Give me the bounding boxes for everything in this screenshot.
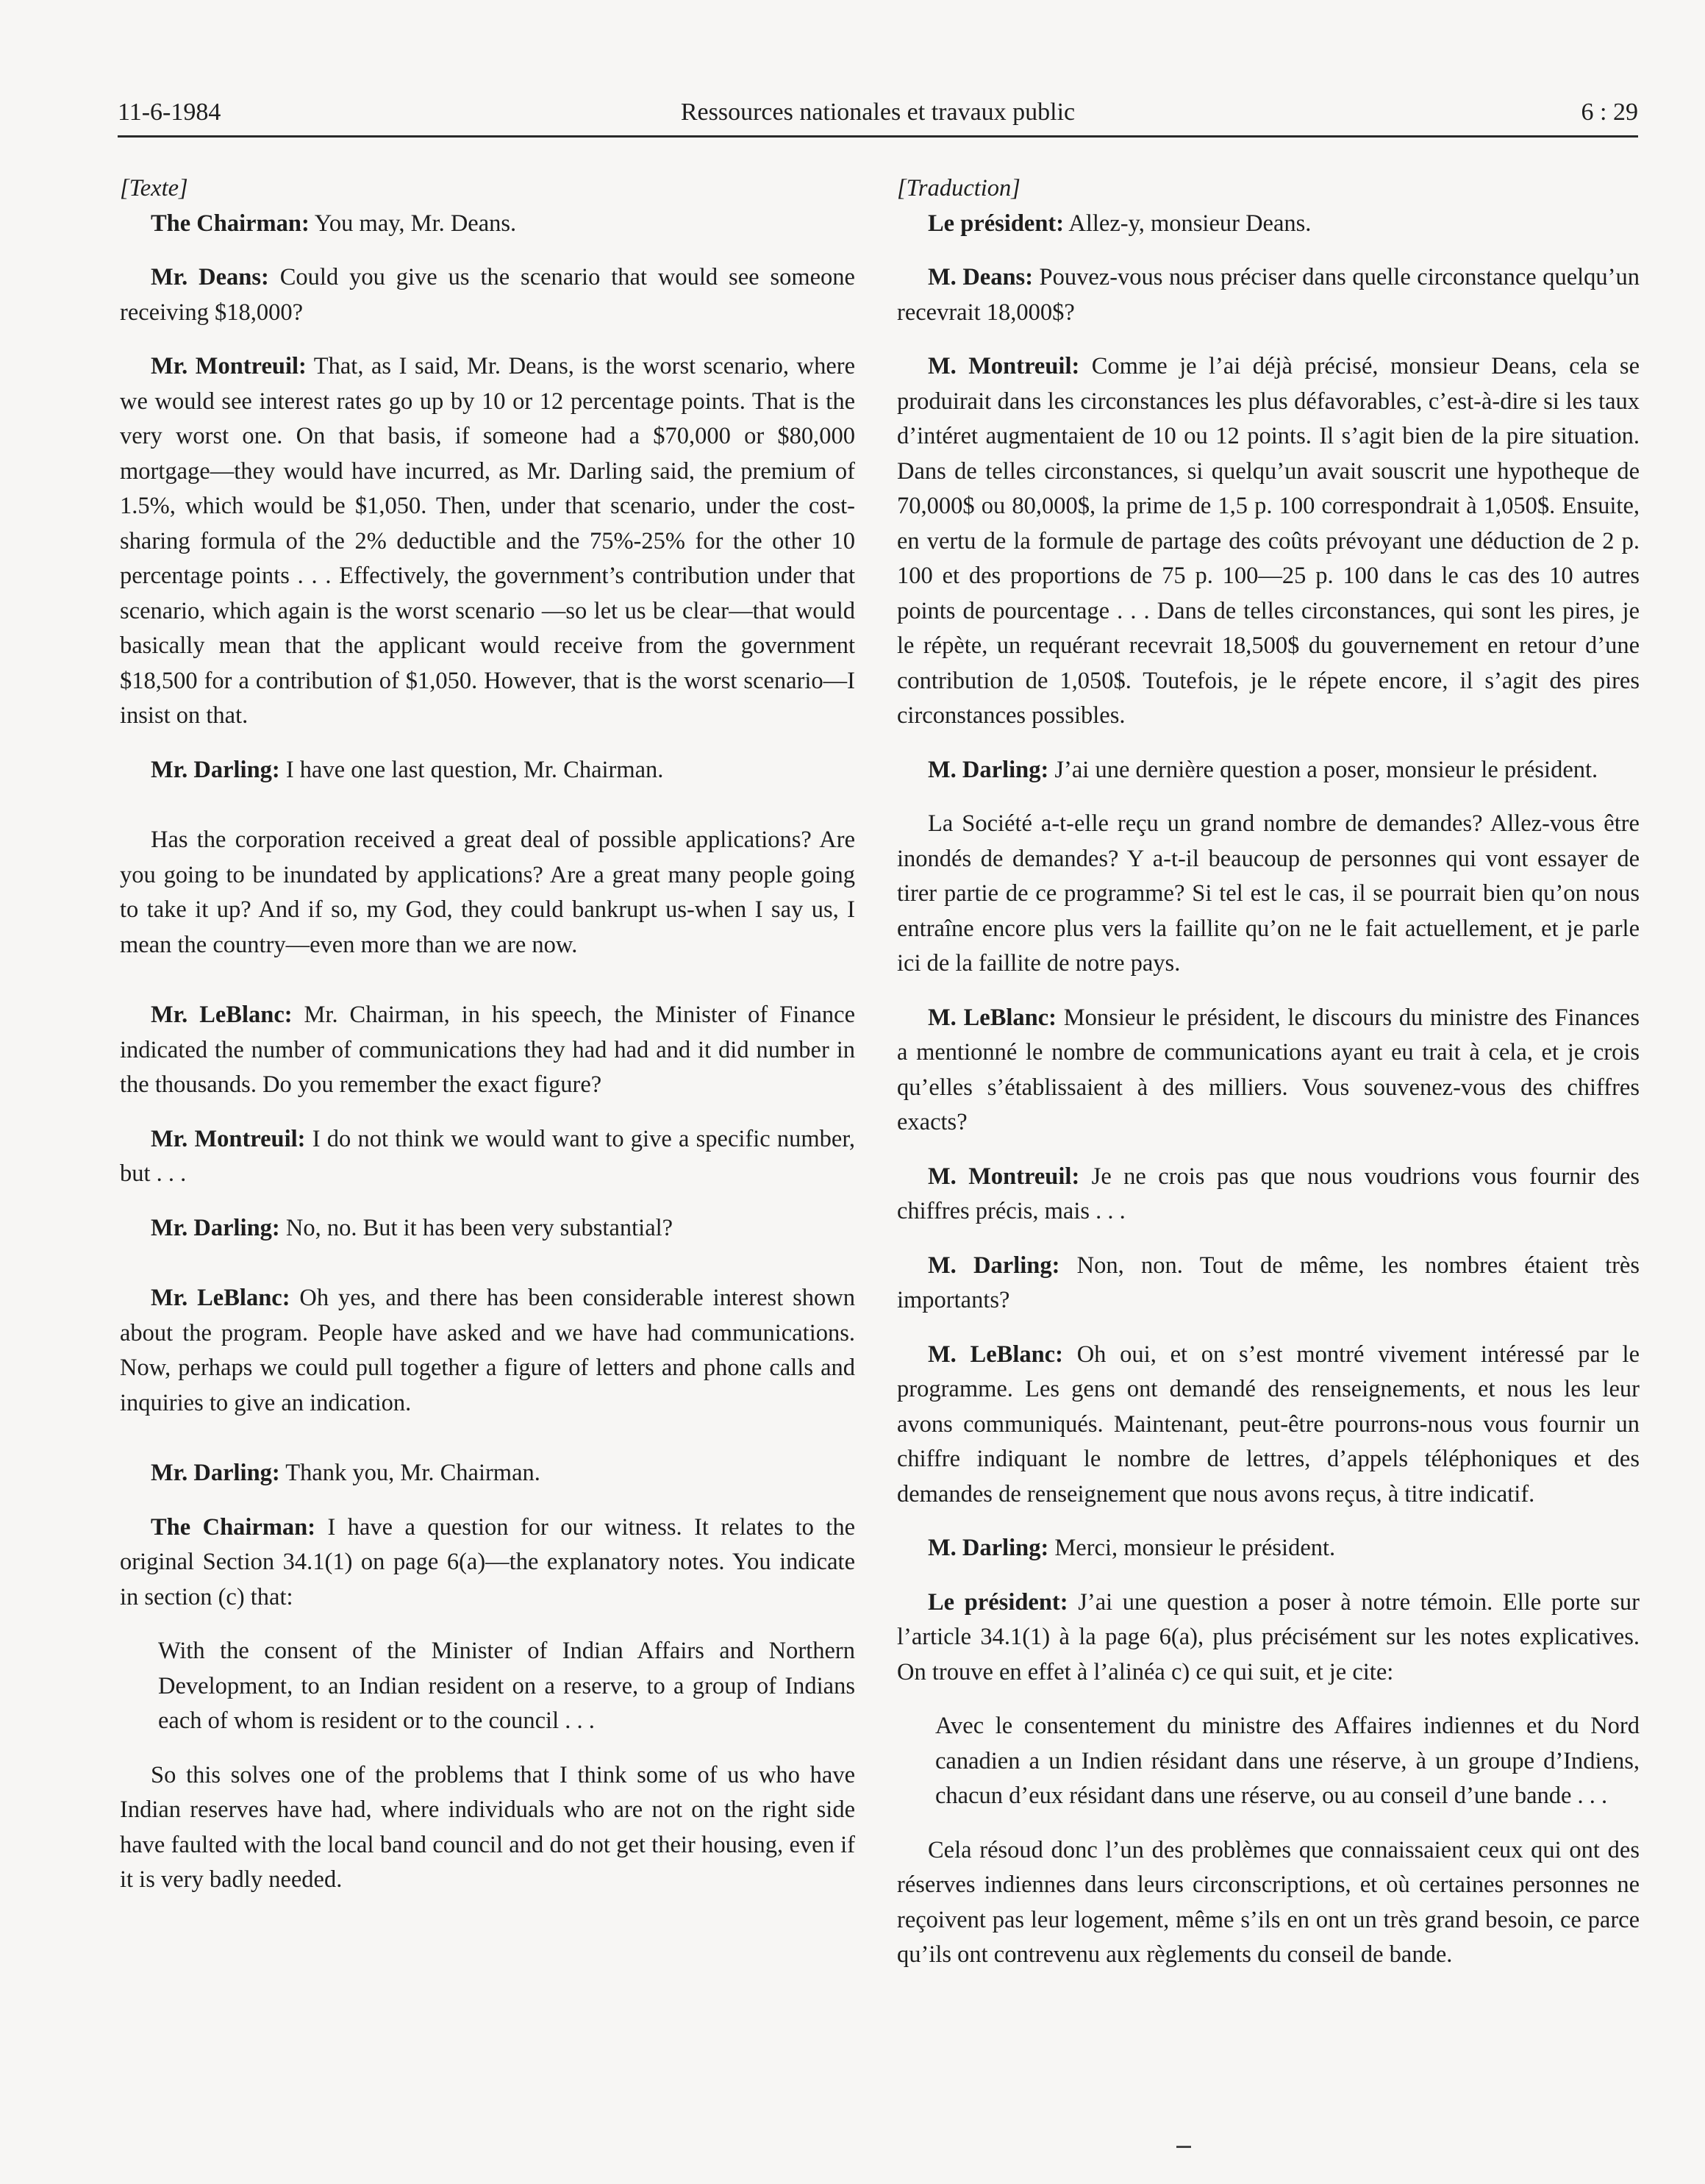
speaker-name: M. Deans:	[928, 264, 1034, 290]
paragraph	[897, 207, 1640, 242]
left-column-english	[120, 171, 855, 1917]
speaker-name: Mr. Deans:	[151, 264, 269, 290]
speaker-name: M. Darling:	[928, 756, 1049, 783]
speaker-name: Mr. Darling:	[151, 1460, 280, 1486]
speech-text: Merci, monsieur le président.	[1048, 1535, 1336, 1561]
block-quote: With the consent of the Minister of Indian Affairs and Northern Development, to an Indian resident on a reserve, to a group of Indians each of whom is resident or to the council . . .	[158, 1638, 855, 1734]
paragraph	[897, 1160, 1640, 1230]
speech-text: Allez-y, monsieur Deans.	[1064, 210, 1312, 237]
speaker-name: Mr. Montreuil:	[151, 353, 307, 379]
paragraph	[897, 753, 1640, 788]
speech-text: Non, non. Tout de même, les nombres étaient très importants?	[897, 1252, 1640, 1313]
paragraph	[120, 1510, 855, 1616]
speech-text: That, as I said, Mr. Deans, is the worst scenario, where we would see interest rates go up by 10 or 12 percentage points. That is the very worst one. On that basis, if someone had a $70,000 or $80,000 mortgage—they would have incurred, as Mr. Darling said, the premium of 1.5%, which would be $1,050. Then, under that scenario, under the cost-sharing formula of the 2% deductible and the 75%-25% for the other 10 percentage points . . . Effectively, the government’s contribution under that scenario, which again is the worst scenario —so let us be clear—that would basically mean that the applicant would receive from the government $18,500 for a contribution of $1,050. However, that is the worst scenario—I insist on that.	[120, 353, 855, 729]
paragraph	[120, 1281, 855, 1421]
paragraph	[120, 349, 855, 734]
speech-text: La Société a-t-elle reçu un grand nombre de demandes? Allez-vous être inondés de demandes? Y a-t-il beaucoup de personnes qui vont essayer de tirer partie de ce programme? Si tel est le cas, il se pourrait bien qu’on nous entraîne encore plus vers la faillite qu’on ne le fait actuellement, et je parle ici de la faillite de notre pays.	[897, 810, 1640, 977]
speech-text: Could you give us the scenario that would see someone receiving $18,000?	[120, 264, 855, 326]
footer-mark	[1176, 2146, 1191, 2148]
right-column-tag: [Traduction]	[897, 175, 1021, 201]
paragraph	[120, 260, 855, 330]
paragraph	[897, 260, 1640, 330]
page-header	[118, 94, 1638, 131]
paragraph	[120, 753, 855, 788]
speaker-name: Mr. LeBlanc:	[151, 1002, 293, 1028]
block-quote: Avec le consentement du ministre des Affaires indiennes et du Nord canadien a un Indien résidant dans une réserve, à un groupe d’Indiens, chacun d’eux résidant dans une réserve, ou au conseil d’une bande . . .	[935, 1713, 1640, 1809]
paragraph	[120, 1456, 855, 1491]
speech-text: Thank you, Mr. Chairman.	[279, 1460, 540, 1486]
paragraph	[897, 807, 1640, 982]
speech-text: Mr. Chairman, in his speech, the Minister of Finance indicated the number of communications they had had and it did number in the thousands. Do you remember the exact figure?	[120, 1002, 855, 1098]
speech-text: Pouvez-vous nous préciser dans quelle circonstance quelqu’un recevrait 18,000$?	[897, 264, 1640, 326]
speech-text: I do not think we would want to give a specific number, but . . .	[120, 1125, 855, 1187]
paragraph	[897, 1585, 1640, 1691]
paragraph	[897, 1338, 1640, 1513]
speech-text: I have one last question, Mr. Chairman.	[279, 756, 664, 783]
paragraph	[897, 1001, 1640, 1141]
speech-text: J’ai une question a poser à notre témoin. Elle porte sur l’article 34.1(1) à la page 6(a), plus précisément sur les notes explicatives. On trouve en effet à l’alinéa c) ce qui suit, et je cite:	[897, 1588, 1640, 1685]
speech-text: No, no. But it has been very substantial?	[279, 1214, 673, 1241]
speaker-name: M. Montreuil:	[928, 353, 1080, 379]
speaker-name: M. Montreuil:	[928, 1163, 1080, 1190]
speech-text: I have a question for our witness. It relates to the original Section 34.1(1) on page 6(a)—the explanatory notes. You indicate in section (c) that:	[120, 1513, 855, 1610]
header-date: 11-6-1984	[118, 99, 221, 126]
speech-text: Comme je l’ai déjà précisé, monsieur Deans, cela se produirait dans les circonstances les plus défavorables, c’est-à-dire si les taux d’intéret augmentaient de 10 ou 12 points. Il s’agit bien de la pire situation. Dans de telles circonstances, si quelqu’un avait souscrit une hypotheque de 70,000$ ou 80,000$, la prime de 1,5 p. 100 correspondrait à 1,050$. Ensuite, en vertu de la formule de partage des coûts prévoyant une déduction de 2 p. 100 et des proportions de 75 p. 100—25 p. 100 dans le cas des 10 autres points de pourcentage . . . Dans de telles circonstances, qui sont les pires, je le répète, un requérant recevrait 18,500$ du gouvernement en retour d’une contribution de 1,050$. Toutefois, je le répete encore, il s’agit des pires circonstances possibles.	[897, 353, 1640, 729]
speech-text: Oh oui, et on s’est montré vivement intéressé par le programme. Les gens ont demandé des renseignements, et nous les leur avons communiqués. Maintenant, peut-être pourrons-nous vous fournir un chiffre indiquant le nombre de lettres, d’appels téléphoniques et des demandes de renseignement que nous avons reçus, à titre indicatif.	[897, 1341, 1640, 1507]
speech-text: J’ai une dernière question a poser, monsieur le président.	[1048, 756, 1598, 783]
speech-text: Monsieur le président, le discours du ministre des Finances a mentionné le nombre de communications ayant eu trait à cela, et je crois qu’elles s’établissaient à des milliers. Vous souvenez-vous des chiffres exacts?	[897, 1004, 1640, 1135]
speaker-name: M. LeBlanc:	[928, 1004, 1057, 1031]
paragraph	[120, 207, 855, 242]
speech-text: Has the corporation received a great deal of possible applications? Are you going to be inundated by applications? Are a great many people going to take it up? And if so, my God, they could bankrupt us-when I say us, I mean the country—even more than we are now.	[120, 827, 855, 958]
speech-text: Je ne crois pas que nous voudrions vous fournir des chiffres précis, mais . . .	[897, 1163, 1640, 1224]
closing-paragraph: So this solves one of the problems that I think some of us who have Indian reserves have had, where individuals who are not on the right side have faulted with the local band council and do not get their housing, even if it is very badly needed.	[120, 1761, 855, 1893]
paragraph	[897, 1531, 1640, 1566]
speaker-name: The Chairman:	[151, 1513, 316, 1541]
paragraph	[897, 349, 1640, 734]
speaker-name: M. LeBlanc:	[928, 1341, 1063, 1368]
speaker-name: Mr. LeBlanc:	[151, 1285, 290, 1311]
paragraph	[897, 1249, 1640, 1318]
speaker-name: The Chairman:	[151, 210, 310, 237]
speaker-name: M. Darling:	[928, 1535, 1049, 1561]
speech-text: Oh yes, and there has been considerable interest shown about the program. People have asked and we have had communications. Now, perhaps we could pull together a figure of letters and phone calls and inquiries to give an indication.	[120, 1285, 855, 1416]
speaker-name: Mr. Montreuil:	[151, 1125, 306, 1152]
paragraph	[120, 1122, 855, 1192]
header-title: Ressources nationales et travaux public	[680, 99, 1076, 126]
speaker-name: Mr. Darling:	[151, 756, 280, 783]
paragraph	[120, 998, 855, 1103]
paragraph	[120, 823, 855, 963]
paragraph	[120, 1211, 855, 1246]
speaker-name: Mr. Darling:	[151, 1214, 280, 1241]
speaker-name: Le président:	[928, 1588, 1068, 1616]
left-column-tag: [Texte]	[120, 175, 188, 201]
header-page-number: 6 : 29	[1581, 99, 1638, 126]
speaker-name: Le président:	[928, 210, 1065, 237]
closing-paragraph: Cela résoud donc l’un des problèmes que connaissaient ceux qui ont des réserves indiennes dans leurs circonscriptions, et où certaines personnes ne reçoivent pas leur logement, même s’ils en ont un très grand besoin, ce parce qu’ils ont contrevenu aux règlements du conseil de bande.	[897, 1836, 1640, 1968]
right-column-french	[897, 171, 1640, 1992]
header-rule	[118, 135, 1638, 138]
speaker-name: M. Darling:	[928, 1252, 1060, 1279]
speech-text: You may, Mr. Deans.	[309, 210, 517, 237]
